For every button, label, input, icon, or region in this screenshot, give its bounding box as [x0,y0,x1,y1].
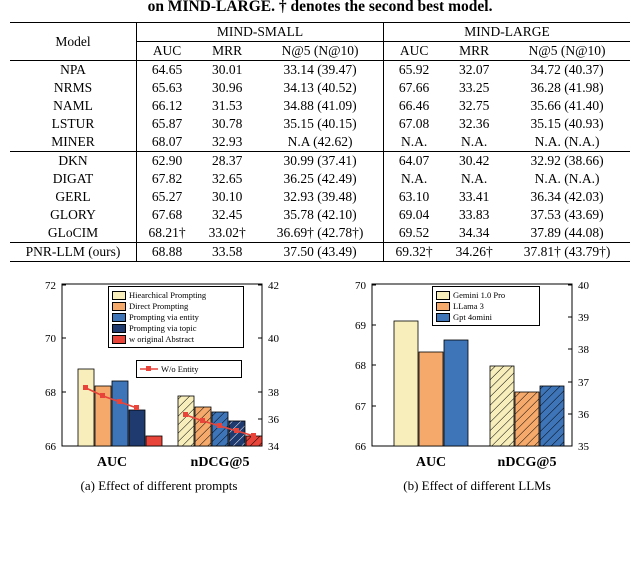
legend-item [436,301,536,311]
table-row [10,243,630,262]
table-caption: on MIND-LARGE. † denotes the second best model. [147,0,493,15]
legend-label: Prompting via topic [129,323,197,333]
legend-label: Direct Prompting [129,301,189,311]
legend-swatch [436,302,450,311]
svg-text:39: 39 [578,312,589,324]
svg-text:42: 42 [268,280,279,292]
table-cell: N.A (42.62) [257,133,383,152]
table-cell: 63.10 [398,189,430,204]
legend-label: Gpt 4omini [453,312,492,322]
subcaption-b: (b) Effect of different LLMs [403,478,551,493]
table-cell: 67.66 [398,80,430,95]
table-cell: 69.32† [384,243,445,262]
svg-text:66: 66 [355,441,366,453]
xtick-auc-a: AUC [96,455,128,470]
table-cell: 37.81† (43.79†) [504,243,630,262]
svg-text:40: 40 [268,333,279,345]
table-cell: 36.28 (41.98) [530,80,604,95]
table-cell: 35.15 (40.93) [530,116,604,131]
legend-a-line [136,360,242,378]
table-cell: 32.45 [211,207,243,222]
table-cell: 30.96 [211,80,243,95]
legend-b [432,286,540,326]
table-row [10,188,630,206]
table-cell: 37.53 (43.69) [530,207,604,222]
table-cell: 36.34 (42.03) [530,189,604,204]
header-model: Model [10,23,137,61]
table-cell: 64.65 [137,61,198,80]
figures-row [0,276,640,476]
legend-label: LLama 3 [453,301,484,311]
svg-text:36: 36 [268,414,279,426]
table-cell: 30.78 [211,116,243,131]
legend-item [436,312,536,322]
table-cell: 32.65 [211,171,243,186]
table-row [10,152,630,171]
table-cell: 65.87 [151,116,183,131]
legend-item [436,290,536,300]
table-cell: 64.07 [384,152,445,171]
svg-text:72: 72 [45,280,56,292]
legend-item [112,301,240,311]
table-row [10,61,630,80]
table-cell: 68.07 [151,134,183,149]
table-cell: 68.21† [148,225,186,240]
table-cell: 67.08 [398,116,430,131]
svg-text:37: 37 [578,377,589,389]
table-cell-model: GLORY [10,206,137,224]
table-cell: 32.92 (38.66) [504,152,630,171]
legend-label: Hiearchical Prompting [129,290,207,300]
table-cell: 34.34 [458,225,490,240]
legend-label: Prompting via entity [129,312,199,322]
legend-swatch [112,335,126,344]
table-cell: 28.37 [197,152,257,171]
svg-text:70: 70 [355,280,366,292]
table-cell: 35.15 (40.15) [257,115,383,133]
header-group-mind-small: MIND-SMALL [137,23,384,42]
table-cell-model: DKN [10,152,137,171]
table-row [10,79,630,97]
table-cell: 65.27 [151,189,183,204]
table-row [10,97,630,115]
table-cell: 35.78 (42.10) [257,206,383,224]
table-cell: 33.83 [458,207,490,222]
figure-a [4,276,322,476]
table-cell: 33.14 (39.47) [257,61,383,80]
table-cell: 34.13 (40.52) [257,79,383,97]
legend-swatch [112,324,126,333]
table-cell: 32.75 [458,98,490,113]
table-cell: 34.72 (40.37) [504,61,630,80]
results-table [10,22,630,262]
xtick-ndcg-a: nDCG@5 [190,455,250,470]
svg-text:40: 40 [578,280,589,292]
table-cell: 65.63 [151,80,183,95]
header-n5-large: N@5 (N@10) [528,43,606,58]
table-cell: 37.89 (44.08) [530,225,604,240]
table-cell: 30.01 [197,61,257,80]
table-cell: 33.25 [458,80,490,95]
figure-b [322,276,640,476]
table-cell: 30.42 [444,152,504,171]
legend-item [140,364,238,374]
header-group-mind-large: MIND-LARGE [384,23,630,42]
table-cell: N.A. [461,171,488,186]
table-cell: 32.36 [458,116,490,131]
table-cell: N.A. [461,134,488,149]
legend-swatch [436,291,450,300]
table-cell: 32.93 [211,134,243,149]
line-marker-icon [140,365,158,373]
svg-text:38: 38 [268,387,279,399]
table-cell: 67.82 [151,171,183,186]
svg-text:38: 38 [578,344,589,356]
legend-swatch [112,302,126,311]
table-cell-model: NAML [10,97,137,115]
table-cell-model: NRMS [10,79,137,97]
table-cell: 33.58 [197,243,257,262]
svg-text:68: 68 [355,360,366,372]
legend-item [112,290,240,300]
header-n5-small: N@5 (N@10) [257,42,383,61]
table-cell: 34.26† [444,243,504,262]
legend-swatch [112,313,126,322]
svg-text:69: 69 [355,320,366,332]
legend-label: w original Abstract [129,334,195,344]
subcaptions-row [0,476,640,494]
table-cell-model: MINER [10,133,137,152]
header-auc-large: AUC [399,43,429,58]
table-cell: N.A. [400,171,428,186]
table-row [10,133,630,152]
table-cell: 33.02† [208,225,246,240]
table-cell: 32.93 (39.48) [257,188,383,206]
table-row [10,206,630,224]
table-cell: 66.46 [398,98,430,113]
legend-a [108,286,244,348]
header-mrr-small: MRR [212,43,243,58]
table-cell: 36.69† (42.78†) [257,224,383,243]
svg-text:35: 35 [578,441,589,453]
table-cell: 30.10 [211,189,243,204]
legend-item [112,323,240,333]
table-row [10,170,630,188]
svg-text:68: 68 [45,387,56,399]
legend-item [112,312,240,322]
svg-text:34: 34 [268,441,279,453]
table-cell-model: GLoCIM [10,224,137,243]
xtick-ndcg-b: nDCG@5 [497,455,557,470]
header-mrr-large: MRR [459,43,490,58]
table-cell: 68.88 [137,243,198,262]
svg-text:67: 67 [355,401,366,413]
table-cell: 34.88 (41.09) [257,97,383,115]
table-cell: 65.92 [384,61,445,80]
table-cell: 32.07 [444,61,504,80]
subcaption-a: (a) Effect of different prompts [80,478,238,493]
legend-label: W/o Entity [161,364,199,374]
legend-item [112,334,240,344]
table-cell: N.A. (N.A.) [534,134,600,149]
legend-swatch [112,291,126,300]
table-cell: 36.25 (42.49) [257,170,383,188]
table-cell: 69.04 [398,207,430,222]
svg-text:36: 36 [578,409,589,421]
table-cell: 37.50 (43.49) [257,243,383,262]
header-auc-small: AUC [152,43,182,58]
legend-swatch [436,313,450,322]
table-cell: 33.41 [458,189,490,204]
svg-text:66: 66 [45,441,56,453]
table-header-row-groups [10,23,630,42]
table-row [10,115,630,133]
svg-text:70: 70 [45,333,56,345]
table-cell: 69.52 [398,225,430,240]
table-cell: 31.53 [211,98,243,113]
table-row [10,224,630,243]
table-cell: 66.12 [151,98,183,113]
table-cell: 30.99 (37.41) [257,152,383,171]
table-cell-model: GERL [10,188,137,206]
table-cell: N.A. (N.A.) [534,171,600,186]
table-cell-model: NPA [10,61,137,80]
xtick-auc-b: AUC [415,455,447,470]
table-cell: N.A. [400,134,428,149]
table-cell-model: PNR-LLM (ours) [10,243,137,262]
table-cell-model: LSTUR [10,115,137,133]
table-cell-model: DIGAT [10,170,137,188]
legend-label: Gemini 1.0 Pro [453,290,506,300]
table-cell: 62.90 [137,152,198,171]
table-cell: 35.66 (41.40) [530,98,604,113]
table-cell: 67.68 [151,207,183,222]
